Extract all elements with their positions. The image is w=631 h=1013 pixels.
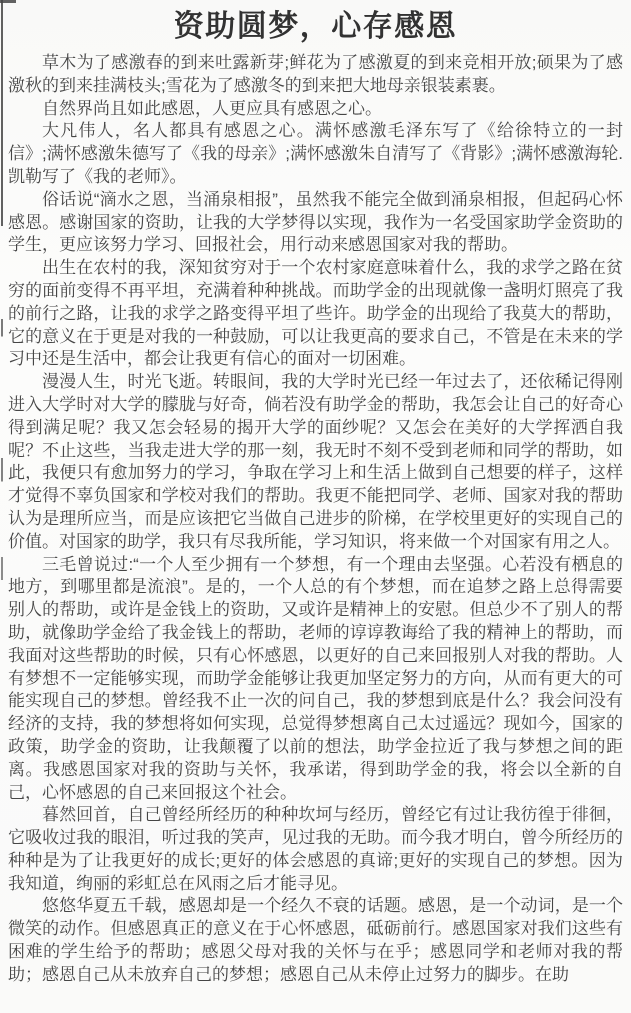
essay-paragraph-5: 出生在农村的我，深知贫穷对于一个农村家庭意味着什么，我的求学之路在贫穷的面前变得不再平坦，充满着种种挑战。而助学金的出现就像一盏明灯照亮了我的前行之路，让我的求学之路变得平坦了些许。助学金的出现给了我莫大的帮助，它的意义在于更是对我的一种鼓励，可以让我更高的要求自己，不管是在未来的学习中还是生活中，都会让我更有信心的面对一切困难。 <box>8 258 623 369</box>
essay-body <box>0 46 631 987</box>
essay-paragraph-7: 三毛曾说过:“一个人至少拥有一个梦想，有一个理由去坚强。心若没有栖息的地方，到哪里都是流浪”。是的，一个人总的有个梦想，而在追梦之路上总得需要别人的帮助，或许是金钱上的资助，又或许是精神上的安慰。但总少不了别人的帮助，就像助学金给了我金钱上的帮助，老师的谆谆教诲给了我的精神上的帮助，而我面对这些帮助的时候，只有心怀感恩，以更好的自己来回报别人对我的帮助。人有梦想不一定能够实现，而助学金能够让我更加坚定努力的方向，从而有更大的可能实现自己的梦想。曾经我不止一次的问自己，我的梦想到底是什么？我会问没有经济的支持，我的梦想将如何实现，总觉得梦想离自己太过遥远？现如今，国家的政策，助学金的资助，让我颠覆了以前的想法，助学金拉近了我与梦想之间的距离。我感恩国家对我的资助与关怀，我承诺，得到助学金的我，将会以全新的自己，心怀感恩的自己来回报这个社会。 <box>8 554 623 802</box>
essay-paragraph-8: 暮然回首，自己曾经所经历的种种坎坷与经历，曾经它有过让我彷徨于徘徊，它吸收过我的眼泪，听过我的笑声，见过我的无助。而今我才明白，曾今所经历的种种是为了让我更好的成长;更好的体会感恩的真谛;更好的实现自己的梦想。因为我知道，绚丽的彩虹总在风雨之后才能寻见。 <box>8 805 623 893</box>
essay-paragraph-6: 漫漫人生，时光飞逝。转眼间，我的大学时光已经一年过去了，还依稀记得刚进入大学时对大学的朦胧与好奇，倘若没有助学金的帮助，我怎会让自己的好奇心得到满足呢？我又怎会轻易的揭开大学的面纱呢？又怎会在美好的大学挥洒自我呢？不止这些，当我走进大学的那一刻，我无时不刻不受到老师和同学的帮助，如此，我便只有愈加努力的学习，争取在学习上和生活上做到自己想要的样子，这样才觉得不辜负国家和学校对我们的帮助。我更不能把同学、老师、国家对我的帮助认为是理所应当，而是应该把它当做自己进步的阶梯，在学校里更好的实现自己的价值。对国家的助学，我只有尽我所能，学习知识，将来做一个对国家有用之人。 <box>8 372 623 551</box>
essay-paragraph-1: 草木为了感激春的到来吐露新芽;鲜花为了感激夏的到来竞相开放;硕果为了感激秋的到来挂满枝头;雪花为了感激冬的到来把大地母亲银装素裹。 <box>8 53 623 95</box>
essay-title: 资助圆梦，心存感恩 <box>173 10 458 43</box>
essay-paragraph-4: 俗话说“滴水之恩，当涌泉相报”，虽然我不能完全做到涌泉相报，但起码心怀感恩。感谢国家的资助，让我的大学梦得以实现，我作为一名受国家助学金资助的学生，更应该努力学习、回报社会，用行动来感恩国家对我的帮助。 <box>8 189 623 255</box>
essay-paragraph-2: 自然界尚且如此感恩，人更应具有感恩之心。 <box>42 98 382 118</box>
essay-paragraph-3: 大凡伟人，名人都具有感恩之心。满怀感激毛泽东写了《给徐特立的一封信》;满怀感激朱德写了《我的母亲》;满怀感激朱自清写了《背影》;满怀感激海轮.凯勒写了《我的老师》。 <box>8 121 623 186</box>
essay-paragraph-9: 悠悠华夏五千载，感恩却是一个经久不衰的话题。感恩，是一个动词，是一个微笑的动作。但感恩真正的意义在于心怀感恩，砥砺前行。感恩国家对我们这些有困难的学生给予的帮助；感恩父母对我的关怀与在乎；感恩同学和老师对我的帮助；感恩自己从未放弃自己的梦想；感恩自己从未停止过努力的脚步。在助 <box>8 896 623 984</box>
